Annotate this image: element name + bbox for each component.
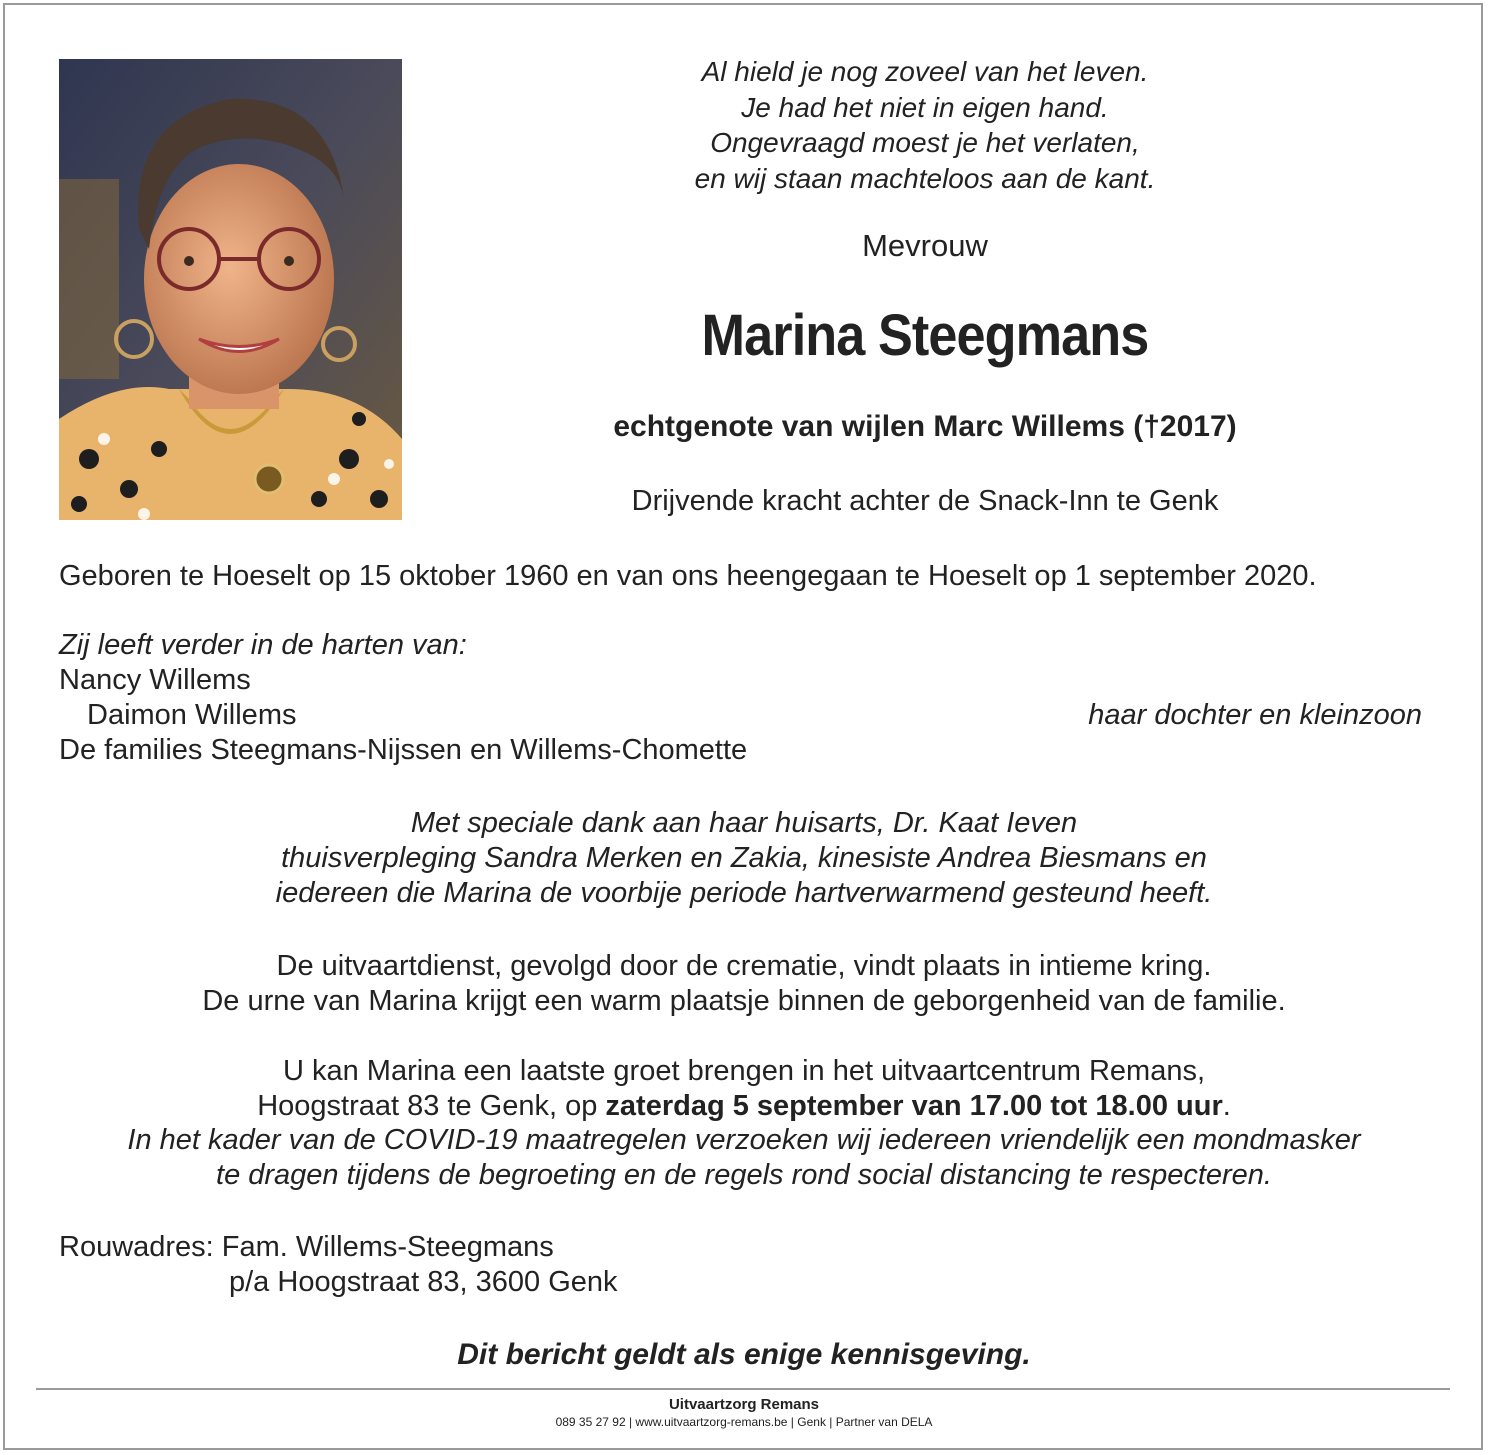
survivor-grandson: Daimon Willems — [87, 699, 297, 731]
poem-line: Ongevraagd moest je het verlaten, — [710, 127, 1140, 158]
visit-location: Hoogstraat 83 te Genk, op — [257, 1090, 606, 1122]
closing-statement: Dit bericht geldt als enige kennisgeving. — [457, 1338, 1031, 1371]
footer-divider — [36, 1388, 1450, 1390]
funeral-home-contact: 089 35 27 92 | www.uitvaartzorg-remans.be | Genk | Partner van DELA — [555, 1415, 933, 1429]
birth-death-line: Geboren te Hoeselt op 15 oktober 1960 en van ons heengegaan te Hoeselt op 1 september 2020. — [59, 560, 1317, 592]
visit-datetime: zaterdag 5 september van 17.00 tot 18.00 uur — [605, 1090, 1223, 1122]
poem-line: Je had het niet in eigen hand. — [741, 91, 1109, 123]
portrait-photo — [59, 59, 402, 520]
spouse-line: echtgenote van wijlen Marc Willems (†2017) — [613, 410, 1237, 443]
occupation-line: Drijvende kracht achter de Snack-Inn te Genk — [631, 485, 1219, 517]
thanks-line: iedereen die Marina de voorbije periode hartverwarmend gesteund heeft. — [275, 877, 1213, 909]
visit-period: . — [1222, 1090, 1231, 1122]
covid-line: te dragen tijdens de begroeting en de regels rond social distancing te respecteren. — [216, 1159, 1272, 1191]
visit-paragraph — [40, 1054, 1448, 1124]
funeral-home-name: Uitvaartzorg Remans — [668, 1396, 820, 1413]
survivor-daughter: Nancy Willems — [59, 664, 251, 696]
visit-line: U kan Marina een laatste groet brengen in het uitvaartcentrum Remans, — [282, 1055, 1206, 1087]
address-line-2: p/a Hoogstraat 83, 3600 Genk — [229, 1266, 618, 1298]
thanks-line: Met speciale dank aan haar huisarts, Dr. Kaat Ieven — [410, 807, 1078, 839]
service-paragraph — [40, 949, 1448, 1019]
thanks-line: thuisverpleging Sandra Merken en Zakia, kinesiste Andrea Biesmans en — [281, 842, 1207, 874]
survivors-intro: Zij leeft verder in de harten van: — [59, 629, 467, 661]
poem-line: en wij staan machteloos aan de kant. — [694, 162, 1156, 194]
survivor-relation-note: haar dochter en kleinzoon — [1088, 699, 1422, 731]
thanks-paragraph — [40, 806, 1448, 911]
honorific: Mevrouw — [862, 228, 988, 263]
deceased-name: Marina Steegmans — [701, 303, 1149, 368]
covid-line: In het kader van de COVID-19 maatregelen verzoeken wij iedereen vriendelijk een mondmasker — [127, 1124, 1361, 1156]
poem — [420, 54, 1430, 196]
visit-line — [40, 1089, 1448, 1124]
survivor-families: De families Steegmans-Nijssen en Willems-Chomette — [59, 734, 748, 766]
address-line-1: Rouwadres: Fam. Willems-Steegmans — [59, 1231, 554, 1263]
covid-notice — [40, 1123, 1448, 1193]
service-line: De uitvaartdienst, gevolgd door de crematie, vindt plaats in intieme kring. — [276, 950, 1212, 982]
service-line: De urne van Marina krijgt een warm plaatsje binnen de geborgenheid van de familie. — [202, 985, 1286, 1017]
poem-line: Al hield je nog zoveel van het leven. — [701, 56, 1149, 87]
